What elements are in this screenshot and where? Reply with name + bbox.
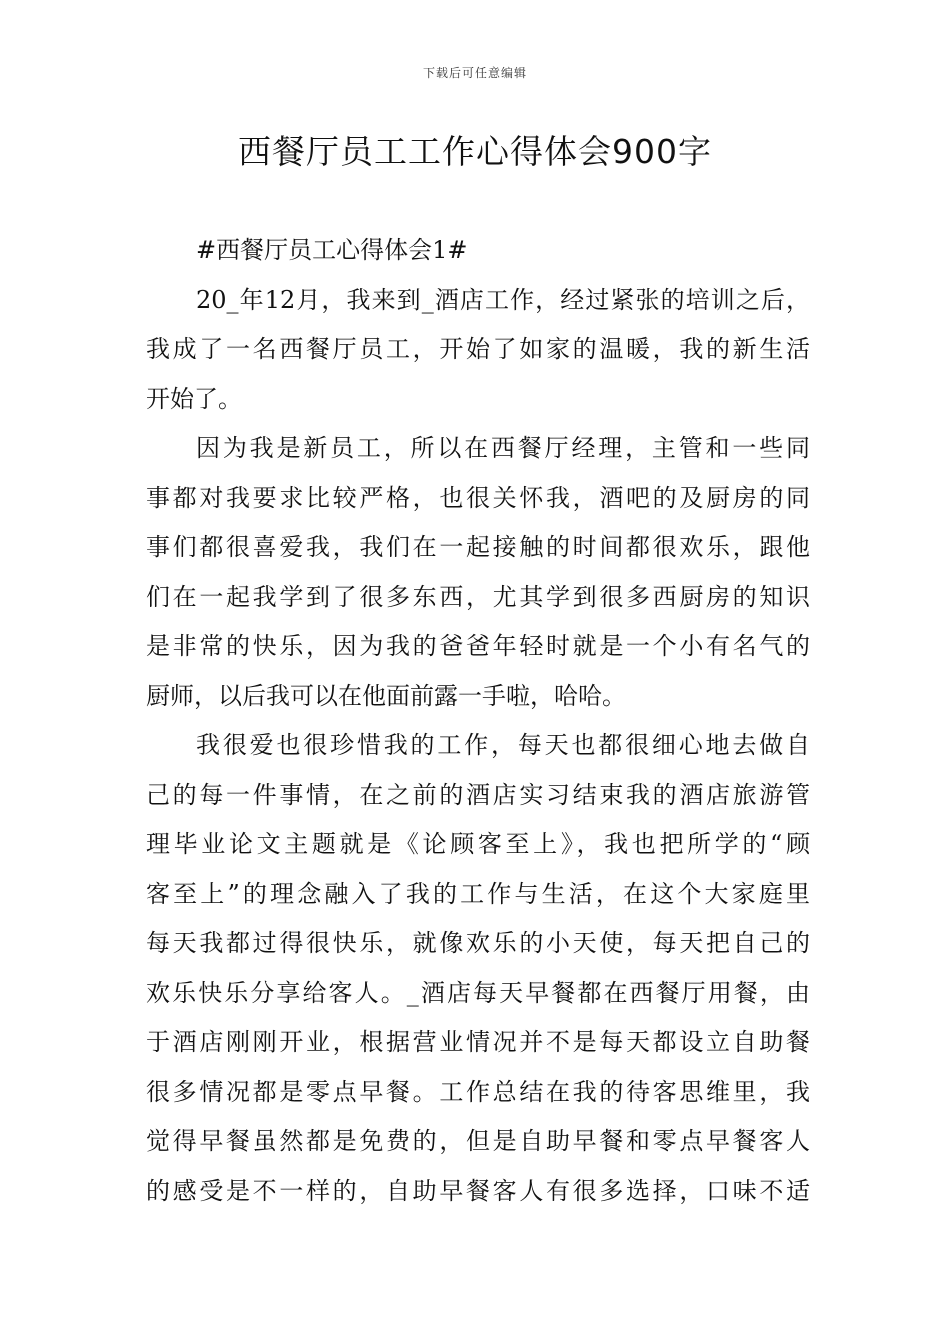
paragraph-line: 我成了一名西餐厅员工，开始了如家的温暖，我的新生活	[146, 335, 810, 363]
paragraph-line: 己的每一件事情，在之前的酒店实习结束我的酒店旅游管	[146, 780, 810, 809]
paragraph-line: 因为我是新员工，所以在西餐厅经理，主管和一些同	[196, 434, 810, 462]
paragraph-line: 们在一起我学到了很多东西，尤其学到很多西厨房的知识	[146, 582, 810, 611]
paragraph-line: 事都对我要求比较严格，也很关怀我，酒吧的及厨房的同	[146, 483, 810, 512]
paragraph-line: 客至上”的理念融入了我的工作与生活，在这个大家庭里	[146, 879, 810, 908]
paragraph-line: 开始了。	[146, 384, 242, 413]
paragraph-line: 我很爱也很珍惜我的工作，每天也都很细心地去做自	[196, 731, 810, 759]
paragraph-line: 很多情况都是零点早餐。工作总结在我的待客思维里，我	[146, 1077, 810, 1106]
paragraph-line: 欢乐快乐分享给客人。_酒店每天早餐都在西餐厅用餐，由	[146, 978, 810, 1007]
paragraph-line: 的感受是不一样的，自助早餐客人有很多选择，口味不适	[146, 1176, 810, 1205]
document-body	[146, 226, 810, 1216]
paragraph-line: 理毕业论文主题就是《论顾客至上》，我也把所学的“顾	[146, 830, 810, 858]
page-header-note: 下载后可任意编辑	[422, 66, 527, 80]
paragraph-line: 每天我都过得很快乐，就像欢乐的小天使，每天把自己的	[146, 929, 810, 957]
paragraph-line: 是非常的快乐，因为我的爸爸年轻时就是一个小有名气的	[146, 632, 810, 660]
section-heading: #西餐厅员工心得体会1#	[196, 236, 468, 264]
paragraph-line: 于酒店刚刚开业，根据营业情况并不是每天都设立自助餐	[146, 1028, 810, 1056]
paragraph-line: 厨师，以后我可以在他面前露一手啦，哈哈。	[146, 681, 626, 710]
document-title: 西餐厅员工工作心得体会900字	[238, 132, 712, 171]
paragraph-line: 事们都很喜爱我，我们在一起接触的时间都很欢乐，跟他	[146, 533, 810, 561]
paragraph-line: 觉得早餐虽然都是免费的，但是自助早餐和零点早餐客人	[146, 1127, 810, 1155]
paragraph-line: 20_年12月，我来到_酒店工作，经过紧张的培训之后，	[196, 285, 810, 314]
